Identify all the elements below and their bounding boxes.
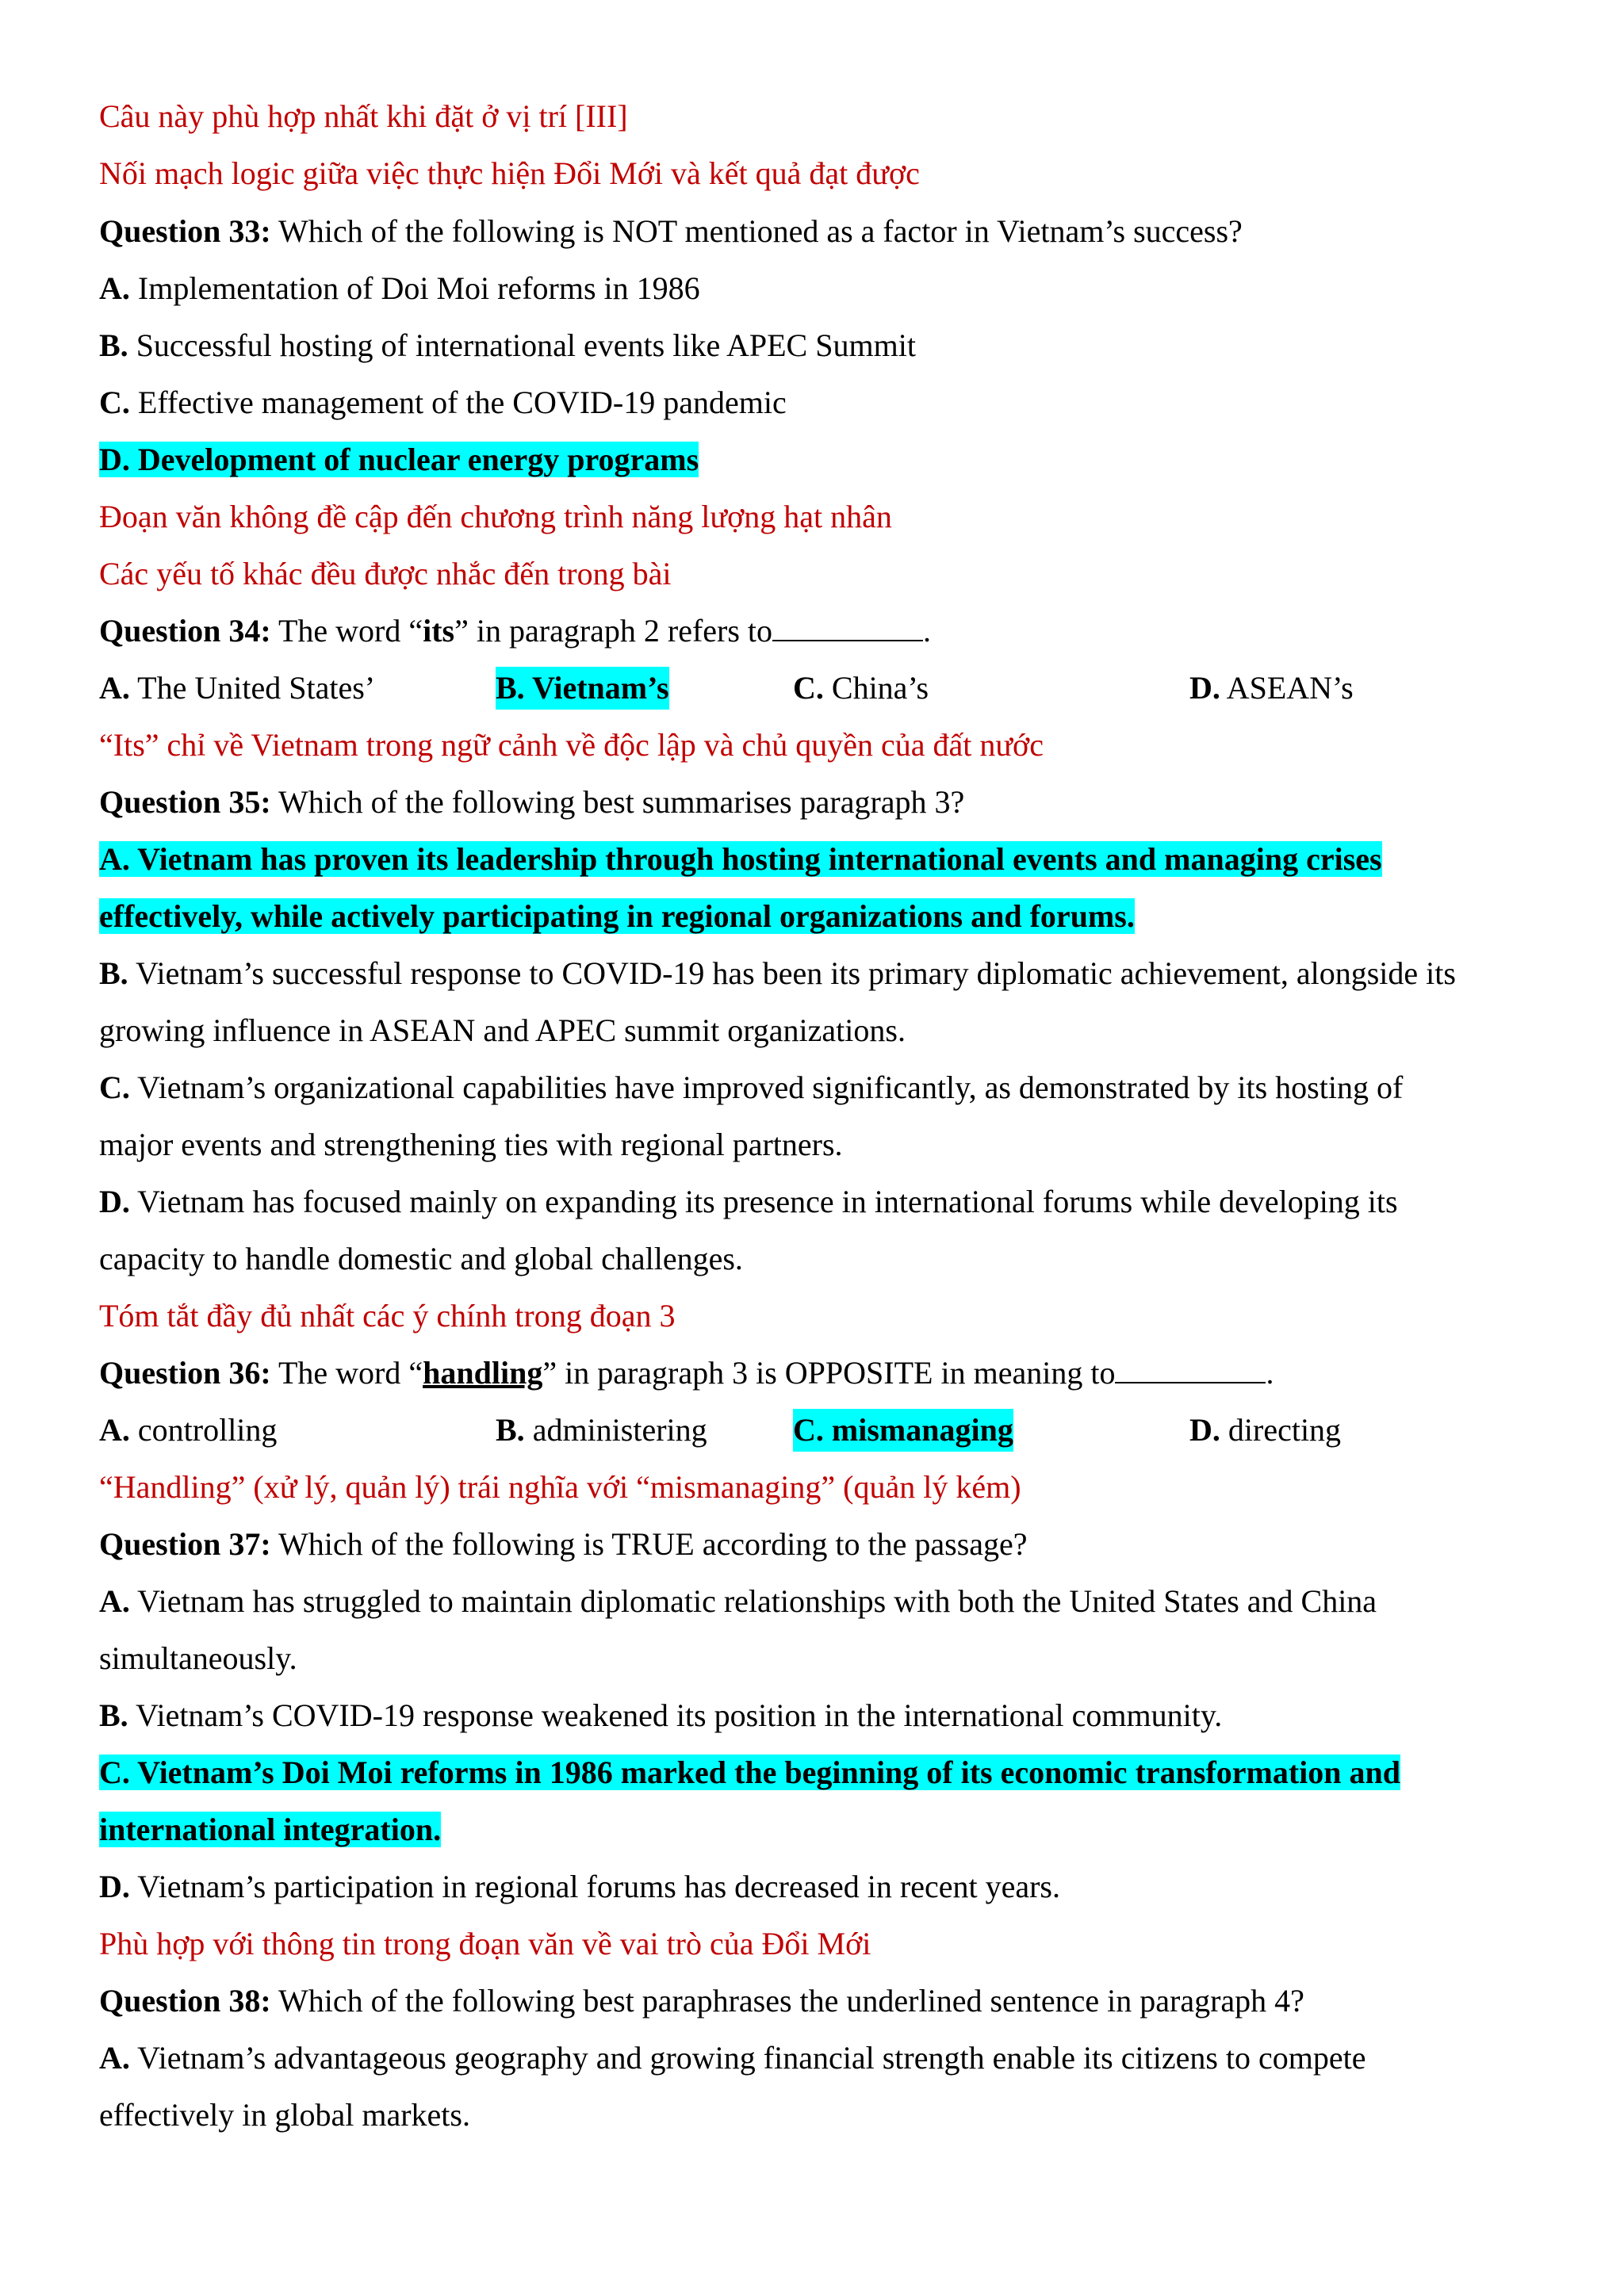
question-36 <box>99 1352 1274 1395</box>
option-letter: B. <box>99 955 128 991</box>
explanation-q33-line2: Các yếu tố khác đều được nhắc đến trong bài <box>99 556 672 591</box>
q34-option-a <box>99 667 375 710</box>
option-text: Vietnam has struggled to maintain diplomatic relationships with both the United States and China <box>129 1583 1377 1619</box>
explanation-q36: “Handling” (xử lý, quản lý) trái nghĩa với “mismanaging” (quản lý kém) <box>99 1469 1021 1505</box>
question-text: ” in paragraph 3 is OPPOSITE in meaning to <box>542 1355 1116 1391</box>
q37-option-b <box>99 1694 1222 1737</box>
q35-option-d-line1 <box>99 1181 1398 1223</box>
q33-option-b <box>99 324 916 367</box>
q34-options-row <box>99 667 1526 710</box>
option-letter: A. <box>99 2040 130 2076</box>
question-end: . <box>923 613 932 649</box>
explanation-q37: Phù hợp với thông tin trong đoạn văn về vai trò của Đổi Mới <box>99 1926 871 1961</box>
q35-option-d-line2: capacity to handle domestic and global challenges. <box>99 1241 743 1276</box>
question-text: ” in paragraph 2 refers to <box>454 613 773 649</box>
q36-options-row <box>99 1409 1526 1452</box>
q35-option-b-line2: growing influence in ASEAN and APEC summit organizations. <box>99 1012 906 1048</box>
option-letter: C. <box>99 1070 130 1105</box>
q37-option-d <box>99 1866 1060 1908</box>
option-text: Vietnam’s organizational capabilities have improved significantly, as demonstrated by its hosting of <box>129 1070 1404 1105</box>
option-letter: B. <box>99 327 128 363</box>
q36-option-d <box>1189 1409 1341 1452</box>
option-text: ASEAN’s <box>1220 670 1354 706</box>
q37-option-c-correct-line2 <box>99 1808 441 1851</box>
q37-option-a-line2: simultaneously. <box>99 1640 297 1676</box>
q36-option-b <box>496 1409 707 1452</box>
question-text: Which of the following is NOT mentioned as a factor in Vietnam’s success? <box>270 213 1243 249</box>
option-text: Effective management of the COVID-19 pandemic <box>129 385 787 420</box>
correct-answer-highlight: D. Development of nuclear energy programs <box>99 442 699 477</box>
q35-option-c-line2: major events and strengthening ties with regional partners. <box>99 1127 843 1162</box>
question-label: Question 33: <box>99 213 271 249</box>
q35-option-b-line1 <box>99 952 1456 995</box>
correct-answer-highlight: C. Vietnam’s Doi Moi reforms in 1986 marked the beginning of its economic transformation and <box>99 1755 1401 1790</box>
question-end: . <box>1266 1355 1274 1391</box>
question-text: Which of the following is TRUE according to the passage? <box>270 1526 1028 1562</box>
q38-option-a-line1 <box>99 2037 1366 2080</box>
q37-option-a-line1 <box>99 1580 1377 1623</box>
option-letter: D. <box>1189 1412 1220 1448</box>
question-label: Question 35: <box>99 784 271 820</box>
correct-answer-highlight: A. Vietnam has proven its leadership through hosting international events and managing crises <box>99 841 1382 877</box>
option-text: controlling <box>129 1412 278 1448</box>
explanation-q34: “Its” chỉ về Vietnam trong ngữ cảnh về độc lập và chủ quyền của đất nước <box>99 727 1044 763</box>
question-37 <box>99 1523 1028 1566</box>
question-text: Which of the following best paraphrases the underlined sentence in paragraph 4? <box>270 1983 1304 2019</box>
q37-option-c-correct-line1 <box>99 1751 1400 1794</box>
question-label: Question 37: <box>99 1526 271 1562</box>
option-text: administering <box>524 1412 707 1448</box>
option-letter: C. <box>99 385 130 420</box>
target-word: its <box>423 613 455 649</box>
q34-option-c <box>793 667 929 710</box>
option-text: Vietnam has focused mainly on expanding its presence in international forums while developing its <box>129 1184 1398 1219</box>
q33-option-c <box>99 381 787 424</box>
q34-option-d <box>1189 667 1354 710</box>
option-letter: B. <box>99 1697 128 1733</box>
q36-option-a <box>99 1409 277 1452</box>
explanation-q32-line2: Nối mạch logic giữa việc thực hiện Đổi Mới và kết quả đạt được <box>99 155 920 191</box>
question-text: The word “ <box>270 613 423 649</box>
q35-option-a-correct-line2 <box>99 895 1135 938</box>
correct-answer-highlight: effectively, while actively participating in regional organizations and forums. <box>99 898 1135 934</box>
question-35 <box>99 781 964 824</box>
question-label: Question 38: <box>99 1983 271 2019</box>
option-letter: A. <box>99 1412 130 1448</box>
correct-answer-highlight: international integration. <box>99 1812 442 1847</box>
question-text: The word “ <box>270 1355 423 1391</box>
option-letter: A. <box>99 270 130 306</box>
explanation-q35: Tóm tắt đầy đủ nhất các ý chính trong đoạn 3 <box>99 1298 676 1334</box>
option-text: The United States’ <box>129 670 376 706</box>
option-text: Vietnam’s advantageous geography and growing financial strength enable its citizens to compete <box>129 2040 1366 2076</box>
explanation-q33-line1: Đoạn văn không đề cập đến chương trình năng lượng hạt nhân <box>99 499 892 534</box>
option-letter: A. <box>99 1583 130 1619</box>
question-34 <box>99 610 931 652</box>
option-text: Vietnam’s successful response to COVID-19 has been its primary diplomatic achievement, alongside its <box>128 955 1456 991</box>
q33-option-a <box>99 267 700 310</box>
q34-option-b-correct: B. Vietnam’s <box>496 667 669 710</box>
option-text: directing <box>1220 1412 1342 1448</box>
option-letter: B. <box>496 1412 525 1448</box>
option-letter: D. <box>99 1184 130 1219</box>
answer-blank <box>1115 1355 1266 1383</box>
answer-blank <box>772 613 923 641</box>
option-text: Successful hosting of international events like APEC Summit <box>128 327 916 363</box>
option-text: Vietnam’s participation in regional forums has decreased in recent years. <box>129 1869 1060 1904</box>
option-text: Implementation of Doi Moi reforms in 1986 <box>129 270 700 306</box>
question-text: Which of the following best summarises paragraph 3? <box>270 784 965 820</box>
question-label: Question 34: <box>99 613 271 649</box>
q33-option-d-correct <box>99 438 699 481</box>
option-text: China’s <box>823 670 929 706</box>
option-letter: D. <box>1189 670 1220 706</box>
q36-option-c-correct: C. mismanaging <box>793 1409 1013 1452</box>
question-33 <box>99 210 1243 253</box>
q35-option-c-line1 <box>99 1066 1403 1109</box>
q38-option-a-line2: effectively in global markets. <box>99 2097 470 2133</box>
question-label: Question 36: <box>99 1355 271 1391</box>
option-letter: C. <box>793 670 824 706</box>
target-word: handling <box>423 1355 543 1391</box>
option-letter: A. <box>99 670 130 706</box>
q35-option-a-correct-line1 <box>99 838 1382 881</box>
option-letter: D. <box>99 1869 130 1904</box>
question-38 <box>99 1980 1304 2022</box>
option-text: Vietnam’s COVID-19 response weakened its position in the international community. <box>128 1697 1223 1733</box>
explanation-q32-line1: Câu này phù hợp nhất khi đặt ở vị trí [III] <box>99 98 628 134</box>
